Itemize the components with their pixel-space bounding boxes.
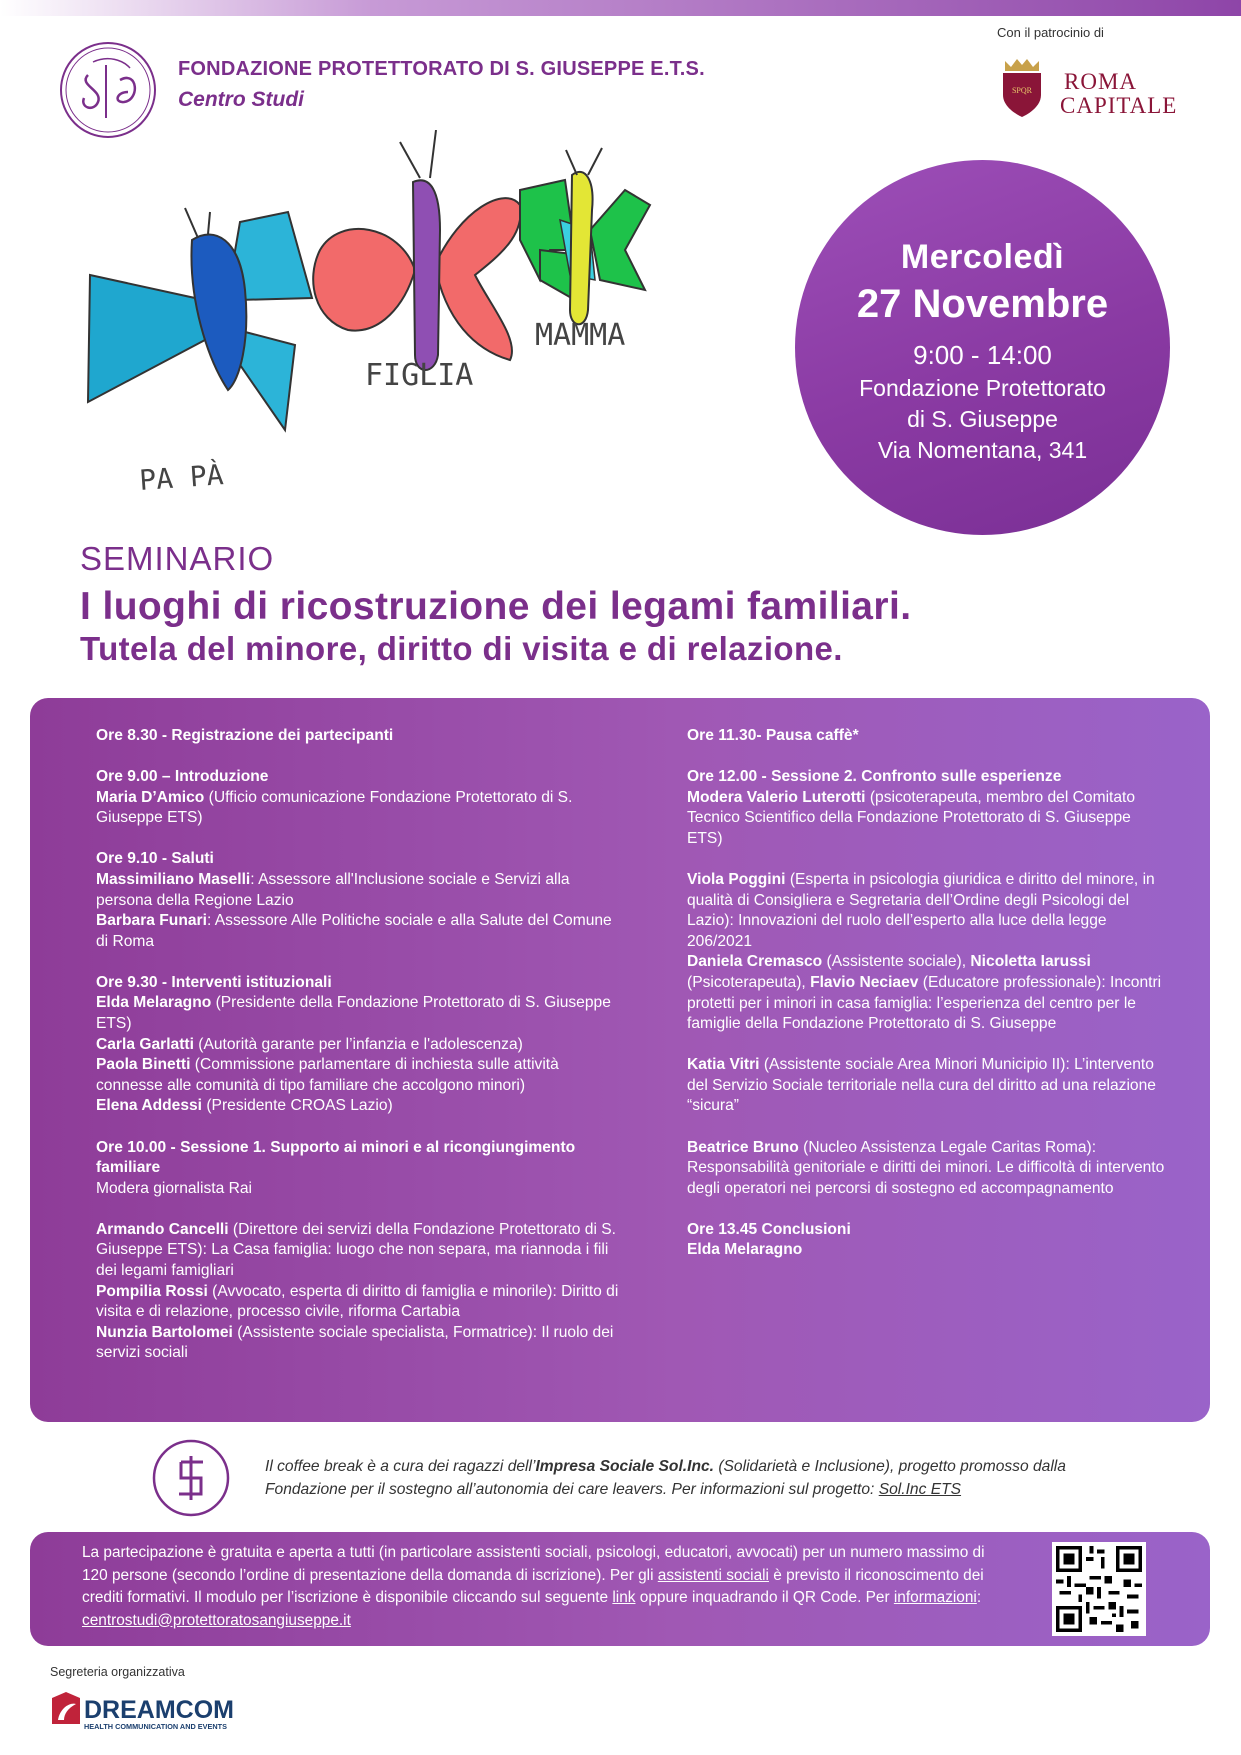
speaker-desc: (Assistente sociale specialista, Formatrice): Il ruolo dei servizi sociali xyxy=(96,1323,614,1362)
capitale-line: CAPITALE xyxy=(1060,93,1178,118)
speaker-entry xyxy=(687,1138,1165,1200)
speaker-name: Elena Addessi xyxy=(96,1097,203,1115)
organizing-secretariat-label: Segreteria organizzativa xyxy=(50,1665,185,1679)
foundation-logo xyxy=(58,40,158,140)
speaker-name: Nunzia Bartolomei xyxy=(96,1323,233,1341)
figlia-butterfly xyxy=(313,130,520,393)
event-place-line1: Fondazione Protettorato xyxy=(859,375,1106,401)
label-papa: PA PÀ xyxy=(138,458,225,497)
speaker-entry xyxy=(96,911,626,952)
program-item xyxy=(687,870,1165,1035)
speaker-name: Modera Valerio Luterotti xyxy=(687,788,866,806)
event-day: Mercoledì xyxy=(900,238,1065,276)
speaker-entry xyxy=(96,1282,626,1323)
speaker-entry xyxy=(96,1055,626,1096)
coffee-break-time: Ore 11.30- Pausa caffè* xyxy=(687,727,859,744)
label-mamma: MAMMA xyxy=(535,318,626,353)
butterflies-drawing xyxy=(80,130,760,510)
speaker-entry xyxy=(96,993,626,1034)
speaker-desc: (Presidente CROAS Lazio) xyxy=(202,1097,393,1115)
seminar-kicker: SEMINARIO xyxy=(80,540,275,577)
speaker-desc: (Nucleo Assistenza Legale Caritas Roma): Responsabilità genitoriale e diritti dei minori. Le difficoltà di intervento degli operatori nei percorsi di sostegno ed accompagnamento xyxy=(687,1138,1165,1197)
speaker-entry xyxy=(96,1096,626,1117)
roma-shield-icon xyxy=(997,55,1047,119)
program-right-column xyxy=(687,726,1165,1281)
program-item xyxy=(96,1220,626,1364)
program-item xyxy=(687,1220,1165,1261)
coffee-text-part: (Solidarietà e Inclusione), progetto promosso dalla Fondazione per il sostegno all’autonomia dei care leavers. Per informazioni sul progetto: xyxy=(265,1458,1066,1498)
program-item xyxy=(96,849,626,952)
info-text-part: oppure inquadrando il QR Code. Per xyxy=(635,1589,894,1606)
speaker-desc: (Presidente della Fondazione Protettorato di S. Giuseppe ETS) xyxy=(96,994,611,1033)
speaker-name: Elda Melaragno xyxy=(96,994,212,1012)
speaker-desc: (Commissione parlamentare di inchiesta sulle attività connesse alle comunità di tipo familiare che accolgono minori) xyxy=(96,1056,559,1094)
label-figlia: FIGLIA xyxy=(365,358,474,393)
speaker-entry xyxy=(687,1055,1165,1117)
seminar-title: I luoghi di ricostruzione dei legami familiari. xyxy=(80,585,912,628)
speaker-name: Armando Cancelli xyxy=(96,1220,229,1238)
speaker-desc: (Educatore professionale): Incontri protetti per i minori in casa famiglia: l’esperienza del centro per le famiglie della Fondazione Protettorato di S. Giuseppe xyxy=(687,973,1162,1033)
speaker-name: Maria D’Amico xyxy=(96,788,205,806)
solinc-logo-icon xyxy=(151,1438,231,1518)
registration-time: Ore 8.30 - Registrazione dei partecipanti xyxy=(96,727,394,744)
dreamcom-name: DREAMCOM xyxy=(84,1696,234,1724)
registration-info-text xyxy=(82,1542,1002,1632)
coffee-text-part: Il coffee break è a cura dei ragazzi dell’ xyxy=(265,1458,536,1475)
speaker-desc: (Avvocato, esperta di diritto di famiglia e minorile): Diritto di visita e di relazione, processo civile, riforma Cartabia xyxy=(96,1282,619,1321)
saluti-heading: Ore 9.10 - Saluti xyxy=(96,850,214,868)
info-text-part: è previsto il riconoscimento dei crediti formativi. Il modulo per l’iscrizione è disponibile cliccando sul seguente xyxy=(82,1566,984,1606)
speaker-name: Massimiliano Maselli xyxy=(96,870,251,888)
program-item xyxy=(96,726,626,747)
program-item xyxy=(96,973,626,1117)
program-item xyxy=(687,1138,1165,1200)
event-address: Via Nomentana, 341 xyxy=(877,437,1088,463)
speaker-entry xyxy=(96,788,626,829)
informazioni-link[interactable]: informazioni xyxy=(893,1589,977,1606)
program-box xyxy=(30,698,1210,1422)
speaker-desc: : Assessore all'Inclusione sociale e Servizi alla persona della Regione Lazio xyxy=(96,870,570,909)
registration-link[interactable]: link xyxy=(612,1589,636,1606)
event-place-line2: di S. Giuseppe xyxy=(907,406,1058,432)
speaker-name: Beatrice Bruno xyxy=(687,1138,799,1156)
papa-butterfly xyxy=(88,208,312,497)
qr-code[interactable] xyxy=(1052,1542,1146,1636)
speaker-desc: (Ufficio comunicazione Fondazione Protettorato di S. Giuseppe ETS) xyxy=(96,788,573,827)
speaker-entry xyxy=(687,788,1165,850)
speaker-entry xyxy=(96,1220,626,1282)
dreamcom-logo xyxy=(50,1690,275,1732)
program-item xyxy=(96,767,626,829)
program-item xyxy=(687,767,1165,849)
speaker-name: Flavio Neciaev xyxy=(810,973,919,991)
speaker-name: Elda Melaragno xyxy=(687,1241,803,1259)
speaker-desc: (Autorità garante per l’infanzia e l'adolescenza) xyxy=(193,1035,523,1053)
speaker-name: Pompilia Rossi xyxy=(96,1282,208,1300)
info-text-part: : xyxy=(976,1589,982,1606)
speaker-desc: (Psicoterapeuta), xyxy=(687,973,811,991)
program-item xyxy=(96,1138,626,1200)
speaker-desc: (Direttore dei servizi della Fondazione Protettorato di S. Giuseppe ETS): La Casa famiglia: luogo che non separa, ma riannoda i fili dei legami famigliari xyxy=(96,1220,617,1279)
mamma-butterfly xyxy=(520,148,650,353)
svg-text:SPQR: SPQR xyxy=(1011,86,1033,95)
event-time: 9:00 - 14:00 xyxy=(913,340,1052,370)
session2-heading: Ore 12.00 - Sessione 2. Confronto sulle esperienze xyxy=(687,768,1062,786)
speaker-name: Viola Poggini xyxy=(687,870,786,888)
speaker-desc: (Esperta in psicologia giuridica e diritto del minore, in qualità di Consigliera e Segretaria dell’Ordine degli Psicologi del Lazio): Innovazioni del ruolo dell’esperto alla luce della legge 206/2021 xyxy=(687,870,1155,950)
email-link[interactable]: centrostudi@protettoratosangiuseppe.it xyxy=(82,1611,351,1629)
patronage-label: Con il patrocinio di xyxy=(997,25,1104,40)
session1-heading: Ore 10.00 - Sessione 1. Supporto ai minori e al ricongiungimento familiare xyxy=(96,1138,576,1177)
speaker-desc: (Assistente sociale), xyxy=(822,953,971,971)
interventi-heading: Ore 9.30 - Interventi istituzionali xyxy=(96,973,332,991)
roma-capitale-text xyxy=(1060,70,1177,118)
registration-info-box xyxy=(30,1532,1210,1646)
intro-heading: Ore 9.00 – Introduzione xyxy=(96,768,269,786)
speaker-name: Daniela Cremasco xyxy=(687,953,823,971)
program-item xyxy=(687,726,1165,747)
event-date-circle xyxy=(795,160,1170,535)
speaker-entry xyxy=(96,1323,626,1364)
assistenti-sociali-link[interactable]: assistenti sociali xyxy=(657,1566,769,1584)
speaker-name: Carla Garlatti xyxy=(96,1035,194,1053)
speaker-entry xyxy=(687,870,1165,952)
speaker-entry xyxy=(96,870,626,911)
session1-moderator: Modera giornalista Rai xyxy=(96,1179,253,1197)
coffee-break-note xyxy=(265,1455,1125,1501)
speaker-name: Paola Binetti xyxy=(96,1056,191,1074)
roma-line: ROMA xyxy=(1064,69,1138,94)
foundation-name: FONDAZIONE PROTETTORATO DI S. GIUSEPPE E.T.S. xyxy=(178,58,705,80)
speaker-entry xyxy=(96,1035,626,1056)
top-gradient-bar xyxy=(0,0,1241,16)
speaker-desc: : Assessore Alle Politiche sociale e alla Salute del Comune di Roma xyxy=(96,912,612,950)
dreamcom-tagline: HEALTH COMMUNICATION AND EVENTS xyxy=(84,1722,227,1731)
program-item xyxy=(687,1055,1165,1117)
centro-studi-label: Centro Studi xyxy=(178,88,304,111)
conclusions-heading: Ore 13.45 Conclusioni xyxy=(687,1220,851,1238)
speaker-name: Barbara Funari xyxy=(96,912,207,930)
speaker-name: Nicoletta Iarussi xyxy=(970,953,1091,971)
info-text-part: La partecipazione è gratuita e aperta a tutti (in particolare assistenti sociali, psicologi, educatori, avvocati) per un numero massimo di 120 persone (secondo l’ordine di presentazione della domanda di iscrizione). Per gli xyxy=(82,1544,985,1584)
speaker-entry xyxy=(687,952,1165,1034)
event-date: 27 Novembre xyxy=(856,282,1109,326)
speaker-desc: (Assistente sociale Area Minori Municipio II): L’intervento del Servizio Sociale territoriale nella cura del diritto ad una relazione “sicura” xyxy=(687,1056,1156,1115)
solinc-link[interactable]: Sol.Inc ETS xyxy=(878,1481,962,1498)
speaker-desc: (psicoterapeuta, membro del Comitato Tecnico Scientifico della Fondazione Protettorato di S. Giuseppe ETS) xyxy=(687,788,1136,847)
program-left-column xyxy=(96,726,626,1384)
speaker-name: Katia Vitri xyxy=(687,1056,760,1074)
solinc-name: Impresa Sociale Sol.Inc. xyxy=(535,1458,714,1475)
seminar-subtitle: Tutela del minore, diritto di visita e di relazione. xyxy=(80,630,843,667)
